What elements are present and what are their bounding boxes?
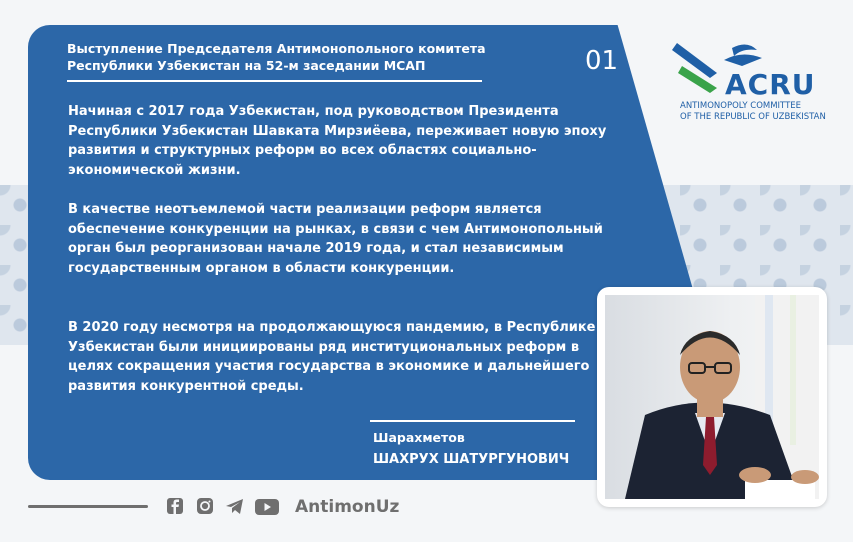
page-title <box>67 40 507 74</box>
logo-wordmark: ACRU <box>725 68 816 101</box>
paragraph-2: В качестве неотъемлемой части реализации реформ является обеспечение конкуренции на рынках, в связи с чем Антимонопольный орган был реорганизован начале 2019 года, и стал независимым государственным органом в области конкуренции. <box>68 202 603 276</box>
facebook-icon[interactable] <box>165 498 185 516</box>
logo-subtitle <box>680 101 850 123</box>
speaker-illustration <box>605 295 819 499</box>
page-number: 01 <box>585 46 619 76</box>
social-icons <box>165 498 279 516</box>
logo-subtitle-line-2: OF THE REPUBLIC OF UZBEKISTAN <box>680 112 826 122</box>
social-handle[interactable]: AntimonUz <box>295 497 400 517</box>
title-line-2: Республики Узбекистан на 52-м заседании МСАП <box>67 58 426 73</box>
speaker-photo-frame <box>597 287 827 507</box>
signature-name: ШАХРУХ ШАТУРГУНОВИЧ <box>373 452 570 467</box>
signature-surname: Шарахметов <box>373 430 465 445</box>
instagram-icon[interactable] <box>195 498 215 516</box>
title-line-1: Выступление Председателя Антимонопольного комитета <box>67 41 486 56</box>
telegram-icon[interactable] <box>225 498 245 516</box>
paragraph-1: Начиная с 2017 года Узбекистан, под руководством Президента Республики Узбекистан Шавката Мирзиёева, переживает новую эпоху развития и структурных реформ во всех областях социально-экономической жизни. <box>68 104 607 178</box>
speaker-photo <box>605 295 819 499</box>
youtube-icon[interactable] <box>255 498 279 516</box>
title-underline <box>67 80 482 82</box>
signature-divider <box>370 420 575 422</box>
logo-subtitle-line-1: ANTIMONOPOLY COMMITTEE <box>680 101 802 111</box>
footer-divider <box>28 505 148 508</box>
paragraph-3: В 2020 году несмотря на продолжающуюся пандемию, в Республике Узбекистан были инициированы ряд институциональных реформ в целях сокращения участия государства в экономике и дальнейшего развития конкурентной среды. <box>68 320 596 394</box>
